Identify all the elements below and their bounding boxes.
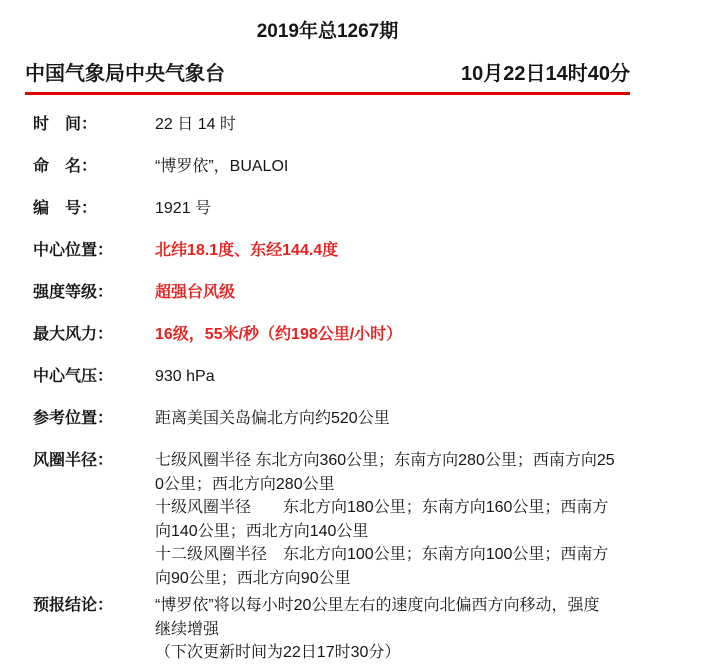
wind-radius-line: 十二级风圈半径 东北方向100公里；东南方向100公里；西南方 — [155, 546, 609, 563]
field-label: 强度等级： — [33, 284, 114, 301]
field-value: 16级，55米/秒（约198公里/小时） — [155, 326, 403, 343]
wind-radius-line: 十级风圈半径 东北方向180公里；东南方向160公里；西南方 — [155, 499, 609, 516]
field-row-reference-position — [33, 407, 705, 430]
field-row-intensity — [33, 281, 705, 304]
issue-datetime: 10月22日14时40分 — [461, 63, 630, 85]
field-row-wind-radius — [33, 449, 705, 590]
forecast-line: 继续增强 — [155, 620, 220, 638]
field-row-time — [33, 113, 705, 136]
field-value: “博罗依”，BUALOI — [155, 158, 289, 175]
issue-number: 2019年总1267期 — [256, 21, 399, 42]
forecast-line: “博罗依”将以每小时20公里左右的速度向北偏西方向移动，强度 — [155, 597, 600, 614]
field-row-max-wind — [33, 323, 705, 346]
field-label: 风圈半径： — [33, 452, 114, 469]
field-label: 时 间： — [33, 116, 98, 133]
field-value-multiline — [155, 594, 599, 665]
field-label: 命 名： — [33, 158, 98, 175]
field-value: 1921 号 — [155, 200, 212, 217]
field-row-number — [33, 197, 705, 220]
wind-radius-line: 七级风圈半径 东北方向360公里；东南方向280公里；西南方向25 — [155, 452, 615, 469]
field-value: 北纬18.1度、东经144.4度 — [155, 242, 339, 259]
field-label: 预报结论： — [33, 597, 114, 614]
field-label: 参考位置： — [33, 410, 114, 427]
field-value: 22 日 14 时 — [155, 116, 236, 133]
field-value: 超强台风级 — [155, 284, 236, 301]
masthead — [25, 62, 630, 86]
field-row-center-position — [33, 239, 705, 262]
field-label: 最大风力： — [33, 326, 114, 343]
agency-name: 中国气象局中央气象台 — [25, 63, 225, 85]
field-value: 距离美国关岛偏北方向约520公里 — [155, 410, 390, 427]
field-row-center-pressure — [33, 365, 705, 388]
wind-radius-line: 向140公里；西北方向140公里 — [155, 522, 369, 540]
field-label: 中心气压： — [33, 368, 114, 385]
wind-radius-line: 向90公里；西北方向90公里 — [155, 569, 351, 587]
bulletin-body — [33, 113, 705, 665]
field-value: 930 hPa — [155, 368, 215, 385]
field-row-forecast — [33, 594, 705, 665]
red-divider-rule — [25, 92, 630, 95]
field-label: 编 号： — [33, 200, 98, 217]
forecast-line: （下次更新时间为22日17时30分） — [155, 644, 401, 661]
field-row-name — [33, 155, 705, 178]
wind-radius-line: 0公里；西北方向280公里 — [155, 475, 335, 493]
field-value-multiline — [155, 449, 615, 590]
field-label: 中心位置： — [33, 242, 114, 259]
